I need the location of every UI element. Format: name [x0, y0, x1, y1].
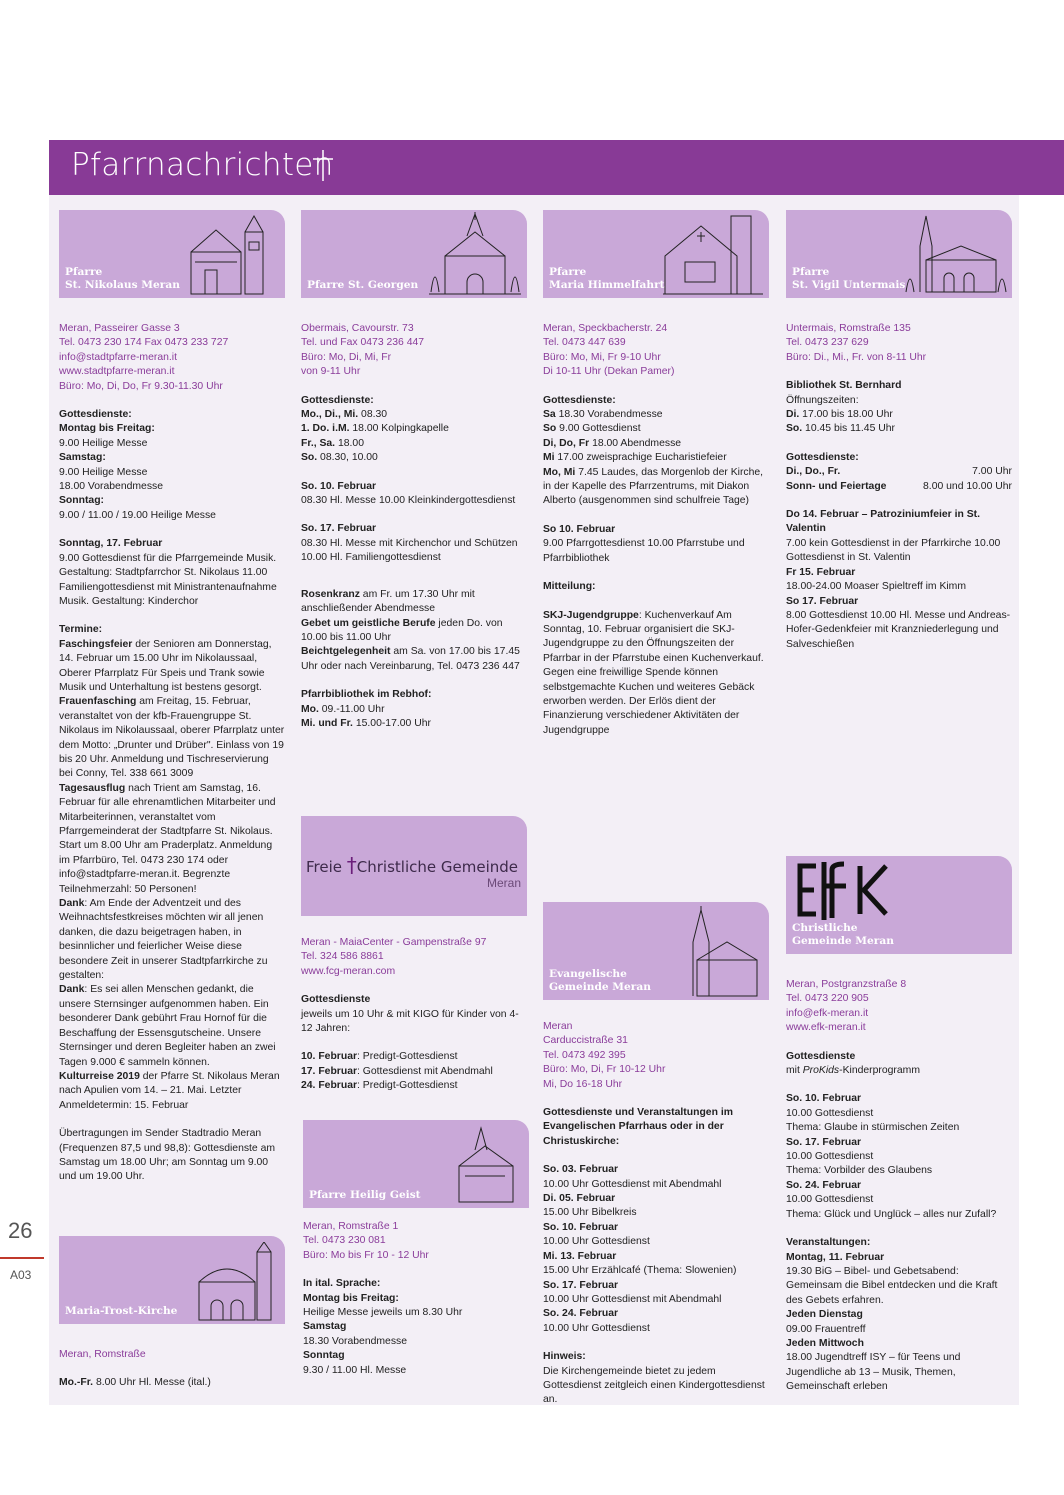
column-evangelische: [543, 902, 769, 1422]
website-link[interactable]: www.fcg-meran.com: [301, 965, 396, 977]
column-maria-himmelfahrt: [543, 210, 769, 752]
column-maria-trost: [59, 1236, 285, 1405]
column-st-nikolaus: [59, 210, 285, 1199]
sunday-block: Sonntag, 17. Februar 9.00 Gottesdienst für die Pfarrgemeinde Musik. Gestaltung: Stadtpfarrchor St. Nikolaus 11.00 Familiengottesdienst mit Ministrantenaufnahme Musik. Gestaltung: Kinderchor: [59, 538, 277, 607]
address: Meran, Romstraße: [59, 1349, 146, 1360]
church-illustration-icon: [681, 906, 765, 998]
services-block: In ital. Sprache: Montag bis Freitag: Heilige Messe jeweils um 8.30 Uhr Samstag 18.30 Vorabendmesse Sonntag 9.30 / 11.00 Hl. Messe: [303, 1278, 463, 1376]
section-title: Pfarrnachrichten: [71, 147, 334, 183]
sermons-block: So. 10. Februar 10.00 Gottesdienst Thema: Glaube in stürmischen Zeiten So. 17. Februar 10.00 Gottesdienst Thema: Vorbilder des Glaubens So. 24. Februar 10.00 Gottesdienst Thema: Glück und Unglück – alles nur Zufall?: [786, 1093, 997, 1220]
hint-block: Hinweis: Die Kirchengemeinde bietet zu jedem Gottesdienst zeitgleich einen Kindergottesdienst an.: [543, 1351, 765, 1406]
library-block: Pfarrbibliothek im Rebhof: Mo. 09.-11.00 Uhr Mi. und Fr. 15.00-17.00 Uhr: [301, 689, 432, 729]
website-link[interactable]: www.stadtpfarre-meran.it: [59, 366, 175, 378]
services-block: Gottesdienste mit ProKids-Kinderprogramm: [786, 1050, 920, 1077]
contact-block: Meran, Postgranzstraße 8 Tel. 0473 220 905 info@efk-meran.it www.efk-meran.it: [786, 978, 1012, 1036]
parish-name: Pfarre Maria Himmelfahrt: [549, 266, 665, 291]
column-st-georgen: [301, 210, 527, 745]
parish-name: Evangelische Gemeinde Meran: [549, 968, 651, 993]
services-block: Gottesdienste: Di., Do., Fr. 7.00 Uhr Sonn- und Feiertage 8.00 und 10.00 Uhr: [786, 451, 1012, 492]
section-banner: [49, 140, 1064, 195]
services-block: Gottesdienste: Sa 18.30 Vorabendmesse So 9.00 Gottesdienst Di, Do, Fr 18.00 Abendmesse Mi 17.00 zweisprachige Eucharistiefeier Mo, Mi 7.45 Laudes, das Morgenlob der Kirche, in der Kapelle des Pfarrzentrums, mit Diakon Alberto (ausgenommen sind schulfreie Tage): [543, 394, 764, 507]
cross-icon: [311, 148, 335, 182]
parish-name: Pfarre St. Georgen: [307, 279, 419, 291]
fcg-logo-city: Meran: [486, 876, 521, 890]
contact-block: Untermais, Romstraße 135 Tel. 0473 237 629 Büro: Di., Mi., Fr. von 8-11 Uhr: [786, 323, 927, 363]
church-illustration-icon: [181, 212, 281, 296]
date-block: So. 10. Februar 08.30 Hl. Messe 10.00 Kleinkindergottesdienst: [301, 480, 516, 507]
radio-block: Übertragungen im Sender Stadtradio Meran (Frequenzen 87,5 und 98,8): Gottesdienste am Samstag um 18.00 Uhr; am Sonntag um 9.00 und um 19.00 Uhr.: [59, 1128, 276, 1183]
parish-name: Christliche Gemeinde Meran: [792, 922, 894, 947]
column-st-vigil: [786, 210, 1012, 666]
contact-block: Meran - MaiaCenter - Gampenstraße 97 Tel. 324 586 8861 www.fcg-meran.com: [301, 936, 527, 979]
dates-block: 10. Februar: Predigt-Gottesdienst 17. Februar: Gottesdienst mit Abendmahl 24. Februar: Predigt-Gottesdienst: [301, 1051, 493, 1092]
parish-name: Pfarre St. Nikolaus Meran: [65, 266, 180, 291]
column-efk: [786, 856, 1012, 1409]
parish-card-st-vigil: [786, 210, 1012, 298]
parish-name: Maria-Trost-Kirche: [65, 1305, 178, 1317]
page-number-divider: [0, 1257, 44, 1259]
services-block: Gottesdienste: Mo., Di., Mi. 08.30 1. Do. i.M. 18.00 Kolpingkapelle Fr., Sa. 18.00 So. 08.30, 10.00: [301, 394, 449, 464]
contact-block: Obermais, Cavourstr. 73 Tel. und Fax 0473 236 447 Büro: Mo, Di, Mi, Fr von 9-11 Uhr: [301, 323, 425, 378]
column-heilig-geist: [303, 1120, 529, 1392]
services-block: Mo.-Fr. 8.00 Uhr Hl. Messe (ital.): [59, 1377, 211, 1389]
contact-block: Meran, Speckbacherstr. 24 Tel. 0473 447 639 Büro: Mo, Mi, Fr 9-10 Uhr Di 10-11 Uhr (Dekan Pamer): [543, 323, 675, 378]
email-link[interactable]: info@stadtpfarre-meran.it: [59, 351, 177, 363]
church-illustration-icon: [661, 212, 765, 296]
contact-block: Meran, Passeirer Gasse 3 Tel. 0473 230 174 Fax 0473 233 727 info@stadtpfarre-meran.it www.stadtpfarre-meran.it Büro: Mo, Di, Do, Fr 9.30-11.30 Uhr: [59, 322, 285, 394]
fcg-logo: [301, 816, 527, 916]
contact-block: Meran Carduccistraße 31 Tel. 0473 492 395 Büro: Mo, Di, Fr 10-12 Uhr Mi, Do 16-18 Uhr: [543, 1021, 666, 1090]
church-illustration-icon: [191, 1242, 281, 1322]
parish-card-st-georgen: [301, 210, 527, 298]
church-illustration-icon: [445, 1126, 525, 1206]
date-block: So 10. Februar 9.00 Pfarrgottesdienst 10.00 Pfarrstube und Pfarrbibliothek: [543, 523, 745, 564]
church-illustration-icon: [904, 212, 1008, 296]
column-fcg: [301, 816, 527, 1108]
parish-card-efk: [786, 856, 1012, 954]
events-block: So. 03. Februar 10.00 Uhr Gottesdienst mit Abendmahl Di. 05. Februar 15.00 Uhr Bibelkreis So. 10. Februar 10.00 Uhr Gottesdienst Mi. 13. Februar 15.00 Uhr Erzählcafé (Thema: Slowenien) So. 17. Februar 10.00 Uhr Gottesdienst mit Abendmahl So. 24. Februar 10.00 Uhr Gottesdienst: [543, 1164, 737, 1334]
parish-card-heilig-geist: [303, 1120, 529, 1208]
fcg-logo-text: Freie †Christliche Gemeinde: [306, 853, 518, 877]
page-code: A03: [10, 1268, 32, 1282]
notice-block: SKJ-Jugendgruppe: Kuchenverkauf Am Sonntag, 10. Februar organisiert die SKJ-Jugendgruppe zu den Öffnungszeiten der Pfarrbar in der Pfarrstube einen Kuchenverkauf. Gegen eine freiwillige Spende können selbstgemachte Kuchen und weiteres Gebäck erworben werden. Der Erlös dient der Finanzierung verschiedener Aktivitäten der Jugendgruppe: [543, 609, 764, 736]
patron-feast-block: Do 14. Februar – Patroziniumfeier in St. Valentin 7.00 kein Gottesdienst in der Pfarrkirche 10.00 Gottesdienst in St. Valentin Fr 15. Februar 18.00-24.00 Moaser Spieltreff im Kimm So 17. Februar 8.00 Gottesdienst 10.00 Hl. Messe und Andreas-Hofer-Gedenkfeier mit Kranzniederlegung und Salveschießen: [786, 509, 1011, 650]
prayer-block: Rosenkranz am Fr. um 17.30 Uhr mit anschließender Abendmesse Gebet um geistliche Berufe jeden Do. von 10.00 bis 11.00 Uhr Beichtgelegenheit am Sa. von 17.00 bis 17.45 Uhr oder nach Vereinbarung, Tel. 0473 236 447: [301, 588, 520, 672]
efk-logo: [786, 856, 898, 924]
notice-heading: Mitteilung:: [543, 581, 596, 593]
services-block: Gottesdienste jeweils um 10 Uhr & mit KIGO für Kinder von 4-12 Jahren:: [301, 994, 519, 1035]
library-block: Bibliothek St. Bernhard Öffnungszeiten: Di. 17.00 bis 18.00 Uhr So. 10.45 bis 11.45 Uhr: [786, 380, 902, 435]
parish-name: Pfarre Heilig Geist: [309, 1189, 421, 1201]
events-heading: Gottesdienste und Veranstaltungen im Evangelischen Pfarrhaus oder in der Christuskirche:: [543, 1107, 733, 1147]
parish-card-evangelische: [543, 902, 769, 1000]
contact-block: Meran, Romstraße 1 Tel. 0473 230 081 Büro: Mo bis Fr 10 - 12 Uhr: [303, 1221, 429, 1261]
parish-card-st-nikolaus: [59, 210, 285, 298]
parish-card-maria-himmelfahrt: [543, 210, 769, 298]
church-illustration-icon: [427, 212, 523, 296]
page-number: 26: [8, 1218, 33, 1243]
services-block: Gottesdienste: Montag bis Freitag: 9.00 Heilige Messe Samstag: 9.00 Heilige Messe 18.00 Vorabendmesse Sonntag: 9.00 / 11.00 / 19.00 Heilige Messe: [59, 409, 216, 521]
dates-block: Termine: Faschingsfeier der Senioren am Donnerstag, 14. Februar um 15.00 Uhr im Nikolaussaal, Oberer Pfarrplatz Für Speis und Trank sowie Musik und Unterhaltung ist bestens gesorgt. Frauenfasching am Freitag, 15. Februar, veranstaltet von der kfb-Frauengruppe St. Nikolaus im Nikolaussaal, oberer Pfarrplatz unter dem Motto: „Drunter und Drüber". Einlass von 19 bis 20 Uhr. Anmeldung und Tischreservierung bei Conny, Tel. 338 661 3009 Tagesausflug nach Trient am Samstag, 16. Februar für alle ehrenamtlichen Mitarbeiter und Mitarbeiterinnen, veranstaltet vom Pfarrgemeinderat der Stadtpfarre St. Nikolaus. Start um 8.00 Uhr am Praderplatz. Anmeldung im Pfarrbüro, Tel. 0473 230 174 oder info@stadtpfarre-meran.it. Begrenzte Teilnehmerzahl: 50 Personen! Dank: Am Ende der Adventzeit und des Weihnachtsfestkreises möchten wir all jenen danken, die dazu beigetragen haben, in besinnlicher und feierlicher Weise diese besondere Zeit in unserer Stadtpfarrkirche zu gestalten: Dank: Es sei allen Menschen gedankt, die unsere Sternsinger aufgenommen haben. Ein besonderer Dank gebührt Frau Hornof für die Beschaffung der Essensgutscheine. Unsere Sternsinger und deren Begleiter haben an zwei Tagen 9.000 € sammeln können. Kulturreise 2019 der Pfarre St. Nikolaus Meran nach Apulien vom 14. – 21. Mai. Letzter Anmeldetermin: 15. Februar: [59, 624, 285, 1111]
date-block: So. 17. Februar 08.30 Hl. Messe mit Kirchenchor und Schützen 10.00 Hl. Familiengottesdienst: [301, 523, 518, 564]
events-block: Veranstaltungen: Montag, 11. Februar 19.30 BiG – Bibel- und Gebetsabend: Gemeinsam die Bibel entdecken und die Kraft des Gebets erfahren. Jeden Dienstag 09.00 Frauentreff Jeden Mittwoch 18.00 Jugendtreff ISY – für Teens und Jugendliche ab 13 – Musik, Themen, Gemeinschaft erleben: [786, 1237, 998, 1393]
parish-card-maria-trost: [59, 1236, 285, 1324]
website-link[interactable]: www.efk-meran.it: [786, 1022, 866, 1034]
parish-name: Pfarre St. Vigil Untermais: [792, 266, 906, 291]
email-link[interactable]: info@efk-meran.it: [786, 1007, 869, 1019]
